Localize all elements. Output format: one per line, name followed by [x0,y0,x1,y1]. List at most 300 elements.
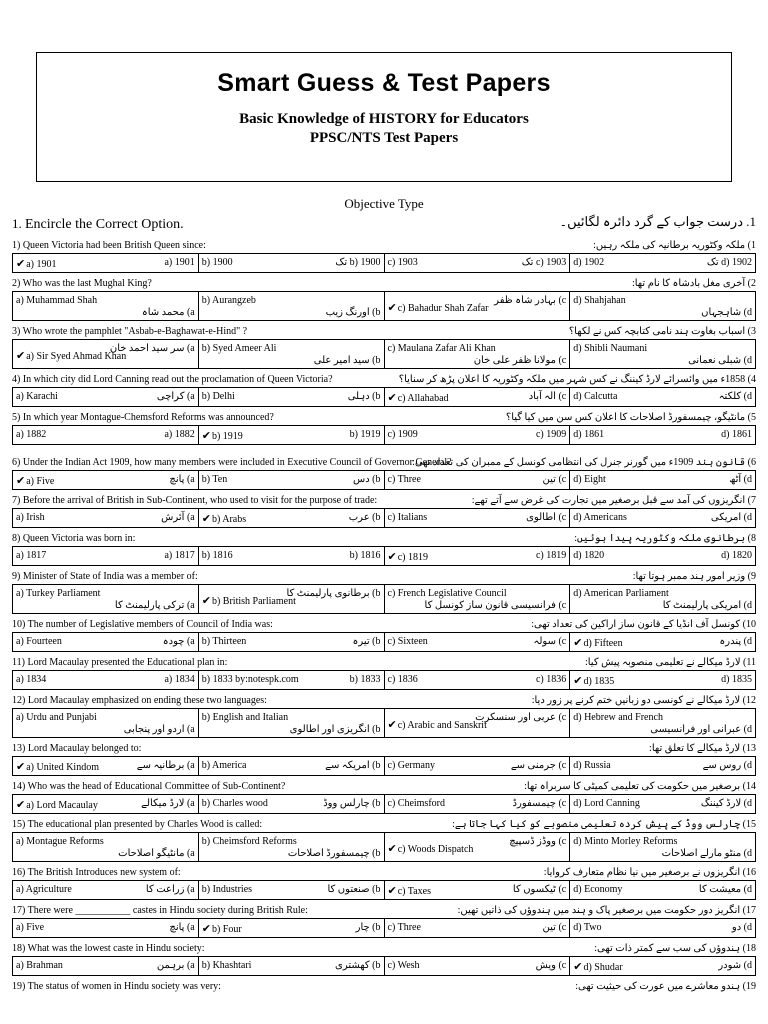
option-text-en [202,594,296,607]
option-label-en: d) Calcutta [573,391,618,402]
option-label-ur: d) شبلی نعمانی [688,355,752,366]
question-text-en: 18) What was the lowest caste in Hindu society: [12,943,205,954]
option-d[interactable] [570,547,755,565]
option-a[interactable] [13,471,199,489]
question-8 [12,531,756,566]
question-text-row [12,779,756,794]
question-text-ur: 10) کونسل آف انڈیا کے قانون ساز اراکین کی تعداد تھی: [531,619,756,630]
question-text-row [12,979,756,994]
option-text-en [202,257,233,268]
option-a[interactable] [13,709,199,737]
option-label-en: d) Shudar [583,962,623,973]
question-12 [12,693,756,738]
option-label-en: c) 1836 [387,674,418,685]
option-label-en: a) 1901 [26,259,57,270]
option-a[interactable] [13,757,199,775]
option-label-en: a) Turkey Parliament [16,588,101,599]
question-text-ur: 3) اسباب بغاوت ہند نامی کتابچہ کس نے لکھا؟ [568,326,756,337]
option-label-ur: d) کلکتہ [718,391,752,402]
option-label-ur: a) پانچ [169,922,195,933]
option-label-ur: a) 1817 [164,550,195,561]
option-label-ur: b) چار [355,922,381,933]
option-label-ur: b) 1833 [349,674,381,685]
question-text-en: 6) Under the Indian Act 1909, how many members were included in Executive Council of Governor General? [12,457,452,468]
option-label-ur: d) امریکی پارلیمنٹ کا [662,600,752,611]
option-text-en [388,257,418,268]
option-label-ur: d) دو [731,922,752,933]
option-text-en [388,512,428,523]
option-b[interactable] [199,795,385,813]
option-label-en: d) 1861 [573,429,605,440]
option-c[interactable] [385,547,571,565]
question-19 [12,979,756,994]
option-d[interactable] [570,709,755,737]
option-label-en: d) 1820 [573,550,605,561]
option-label-ur: a) مانٹیگو اصلاحات [118,848,195,859]
option-label-ur: b) تیرہ [352,636,381,647]
option-label-ur: c) ووڈز ڈسپیچ [509,836,567,847]
option-text-en [388,588,507,599]
option-a[interactable] [13,292,199,320]
option-a[interactable] [13,795,199,813]
option-label-ur: a) کراچی [156,391,195,402]
option-c[interactable] [385,388,571,406]
option-b[interactable] [199,254,385,272]
option-b[interactable] [199,833,385,861]
option-label-en: d) Minto Morley Reforms [573,836,678,847]
option-label-en: c) 1909 [387,429,418,440]
option-label-ur: c) 1909 [535,429,567,440]
option-label-en: b) Khashtari [201,960,252,971]
question-text-row [12,817,756,832]
option-c[interactable] [385,957,571,975]
option-text-en [16,550,46,561]
option-label-en: a) Five [16,922,45,933]
option-label-ur: a) لارڈ میکالے [141,798,195,809]
option-d[interactable] [570,919,755,937]
option-label-en: c) Three [387,922,421,933]
option-text-en [16,391,58,402]
option-d[interactable] [570,340,755,368]
question-text-en: 13) Lord Macaulay belonged to: [12,743,142,754]
option-b[interactable] [199,881,385,899]
option-label-en: b) 1816 [201,550,233,561]
option-text-en [573,343,647,354]
option-label-en: d) American Parliament [573,588,669,599]
option-d[interactable] [570,426,755,444]
option-b[interactable] [199,671,385,689]
option-label-ur: b) 1900 تک [335,257,381,268]
option-label-en: d) Shibli Naumani [573,343,648,354]
option-text-en [388,884,432,897]
option-c[interactable] [385,881,571,899]
options-row [12,880,756,900]
option-text-en [16,922,44,933]
option-b[interactable] [199,547,385,565]
option-d[interactable] [570,585,755,613]
option-d[interactable] [570,757,755,775]
option-a[interactable] [13,509,199,527]
option-text-en [388,798,446,809]
question-text-row [12,324,756,339]
question-text-en: 14) Who was the head of Educational Committee of Sub-Continent? [12,781,286,792]
option-label-ur: d) 1820 [721,550,752,561]
question-2 [12,276,756,321]
option-text-en [16,512,45,523]
option-c[interactable] [385,757,571,775]
option-label-en: b) Industries [201,884,253,895]
option-text-en [202,960,252,971]
option-label-ur: a) آئرش [161,512,195,523]
question-3 [12,324,756,369]
check-mark-icon: ✔ [16,475,26,487]
check-mark-icon: ✔ [16,799,26,811]
question-text-ur: 8) برطانوی ملکہ وکٹوریہ پیدا ہوئیں: [574,533,756,544]
option-text-en [16,960,63,971]
question-text-en: 4) In which city did Lord Canning read out the proclamation of Queen Victoria? [12,374,333,385]
option-label-ur: b) چیمسفورڈ اصلاحات [287,848,381,859]
option-c[interactable] [385,671,571,689]
option-label-ur: c) چیمسفورڈ [512,798,567,809]
question-text-row [12,617,756,632]
option-label-en: b) Aurangzeb [201,295,256,306]
option-label-en: c) Cheimsford [387,798,445,809]
option-label-en: a) United Kindom [26,762,99,773]
options-row [12,918,756,938]
option-c[interactable] [385,833,571,861]
option-text-en [16,636,62,647]
option-label-en: a) Muhammad Shah [16,295,98,306]
options-row [12,670,756,690]
option-c[interactable] [385,254,571,272]
option-label-en: d) 1835 [583,676,615,687]
check-mark-icon: ✔ [16,761,26,773]
option-a[interactable] [13,919,199,937]
question-text-row [12,693,756,708]
options-row [12,632,756,652]
option-label-en: c) Wesh [387,960,420,971]
question-text-ur: 19) ہندو معاشرے میں عورت کی حیثیت تھی: [575,981,756,992]
question-text-ur: 11) لارڈ میکالے نے تعلیمی منصوبہ پیش کیا: [584,657,756,668]
option-text-en [573,550,604,561]
option-text-en [202,636,247,647]
option-c[interactable] [385,919,571,937]
document-subtitle-1: Basic Knowledge of HISTORY for Educators [239,111,529,127]
option-label-ur: b) چارلس ووڈ [323,798,381,809]
option-label-en: d) Russia [573,760,611,771]
option-c[interactable] [385,340,571,368]
question-10 [12,617,756,652]
option-b[interactable] [199,957,385,975]
question-13 [12,741,756,776]
option-d[interactable] [570,881,755,899]
option-label-en: a) Brahman [16,960,63,971]
option-d[interactable] [570,957,755,975]
option-label-en: a) 1834 [16,674,47,685]
question-text-row [12,741,756,756]
question-text-row [12,493,756,508]
option-text-en [388,760,435,771]
option-b[interactable] [199,340,385,368]
option-label-ur: c) بہادر شاہ ظفر [494,295,567,306]
question-text-en: 15) The educational plan presented by Charles Wood is called: [12,819,263,830]
option-text-en [202,474,228,485]
option-c[interactable] [385,633,571,651]
option-c[interactable] [385,471,571,489]
option-label-en: a) Five [26,476,55,487]
option-label-en: d) Hebrew and French [573,712,663,723]
option-c[interactable] [385,292,571,320]
option-d[interactable] [570,388,755,406]
option-text-en [388,842,474,855]
option-text-en [16,798,98,811]
question-text-ur: 13) لارڈ میکالے کا تعلق تھا: [649,743,756,754]
option-text-en [202,391,235,402]
option-c[interactable] [385,585,571,613]
option-label-ur: c) تین [542,474,567,485]
option-a[interactable] [13,671,199,689]
question-18 [12,941,756,976]
check-mark-icon: ✔ [201,430,211,442]
option-text-en [202,343,277,354]
option-d[interactable] [570,671,755,689]
document-subtitle-2: PPSC/NTS Test Papers [309,130,459,146]
option-b[interactable] [199,292,385,320]
option-label-ur: b) دس [353,474,381,485]
option-label-en: b) Cheimsford Reforms [201,836,297,847]
option-label-en: a) Sir Syed Ahmad Khan [26,351,127,362]
check-mark-icon: ✔ [573,637,583,649]
option-label-ur: a) برہمن [156,960,195,971]
option-text-en [388,391,449,404]
question-text-en: 8) Queen Victoria was born in: [12,533,136,544]
option-label-en: a) Montague Reforms [16,836,104,847]
instruction-en [12,216,184,233]
option-b[interactable] [199,388,385,406]
option-label-ur: a) زراعت کا [145,884,195,895]
option-label-en: b) 1900 [201,257,233,268]
option-text-en [573,960,622,973]
option-text-en [573,295,626,306]
option-b[interactable] [199,919,385,937]
option-label-ur: b) دہلی [347,391,381,402]
option-label-ur: b) انگریزی اور اطالوی [289,724,381,735]
option-label-en: b) Thirteen [201,636,247,647]
option-label-en: c) Bahadur Shah Zafar [397,303,489,314]
option-text-en [573,760,611,771]
option-label-en: b) Syed Ameer Ali [201,343,277,354]
question-text-row [12,865,756,880]
option-label-en: c) Germany [387,760,435,771]
option-d[interactable] [570,633,755,651]
option-label-en: c) Allahabad [397,393,449,404]
option-label-en: b) Four [211,924,242,935]
check-mark-icon: ✔ [201,923,211,935]
option-text-en [202,922,242,935]
option-d[interactable] [570,509,755,527]
option-label-ur: a) اردو اور پنجابی [123,724,195,735]
option-label-ur: b) 1919 [349,429,381,440]
option-label-en: b) Ten [201,474,228,485]
option-label-ur: b) صنعتوں کا [327,884,381,895]
option-d[interactable] [570,833,755,861]
option-label-en: d) Shahjahan [573,295,626,306]
option-a[interactable] [13,585,199,613]
question-9 [12,569,756,614]
option-label-ur: d) 1861 [721,429,752,440]
check-mark-icon: ✔ [387,719,397,731]
option-text-en [202,884,252,895]
option-label-ur: a) چودہ [162,636,195,647]
question-text-en: 2) Who was the last Mughal King? [12,278,152,289]
check-mark-icon: ✔ [16,350,26,362]
question-text-en: 12) Lord Macaulay emphasized on ending these two languages: [12,695,267,706]
option-label-ur: c) جرمنی سے [510,760,567,771]
option-b[interactable] [199,709,385,737]
option-c[interactable] [385,795,571,813]
option-label-en: b) 1919 [211,431,243,442]
question-text-en: 9) Minister of State of India was a member of: [12,571,198,582]
option-text-en [388,718,487,731]
option-label-en: a) Irish [16,512,45,523]
option-a[interactable] [13,254,199,272]
check-mark-icon: ✔ [201,595,211,607]
question-16 [12,865,756,900]
option-text-en [573,636,622,649]
check-mark-icon: ✔ [387,885,397,897]
option-label-en: a) Karachi [16,391,58,402]
option-label-en: b) America [201,760,247,771]
option-label-ur: b) سید امیر علی [313,355,381,366]
question-text-ur: 14) برصغیر میں حکومت کی تعلیمی کمیٹی کا سربراہ تھا: [524,781,756,792]
question-text-row [12,903,756,918]
option-a[interactable] [13,426,199,444]
option-c[interactable] [385,426,571,444]
options-row [12,339,756,369]
option-label-ur: c) الہ آباد [528,391,567,402]
option-label-ur: d) شاہجہاں [701,307,752,318]
option-text-en [573,588,669,599]
option-text-en [202,512,246,525]
option-d[interactable] [570,471,755,489]
option-c[interactable] [385,709,571,737]
question-5 [12,410,756,445]
option-text-en [573,391,617,402]
option-label-ur: d) 1902 تک [706,257,752,268]
option-text-en [573,429,604,440]
question-text-ur: 9) وزیر امور ہند ممبر ہوتا تھا: [632,571,756,582]
options-row [12,794,756,814]
option-d[interactable] [570,292,755,320]
option-a[interactable] [13,388,199,406]
option-label-ur: a) 1834 [164,674,195,685]
option-c[interactable] [385,509,571,527]
question-text-en: 1) Queen Victoria had been British Queen since: [12,240,206,251]
option-label-ur: c) 1819 [535,550,567,561]
option-label-en: c) 1819 [397,552,428,563]
option-text-en [573,712,663,723]
option-label-ur: b) اورنگ زیب [325,307,381,318]
question-11 [12,655,756,690]
option-text-en [16,474,54,487]
question-text-ur: 4) 1858ء میں وائسرائے لارڈ کیننگ نے کس شہر میں ملکہ وکٹوریہ کا اعلان پڑھ کر سنایا؟ [398,374,756,385]
options-row [12,387,756,407]
question-text-ur: 6) قانون ہند 1909ء میں گورنر جنرل کی انتظامی کونسل کے ممبران کی تعداد تھی: [412,457,756,468]
option-a[interactable] [13,833,199,861]
option-a[interactable] [13,340,199,368]
option-label-ur: b) عرب [348,512,381,523]
question-text-row [12,238,756,253]
option-b[interactable] [199,509,385,527]
option-a[interactable] [13,547,199,565]
option-label-en: d) Eight [573,474,606,485]
check-mark-icon: ✔ [387,302,397,314]
option-text-en [573,257,604,268]
header-box [36,52,732,182]
option-b[interactable] [199,585,385,613]
option-label-ur: d) امریکی [710,512,752,523]
option-label-en: c) Sixteen [387,636,428,647]
option-label-en: b) Delhi [201,391,235,402]
check-mark-icon: ✔ [573,675,583,687]
option-text-en [388,474,421,485]
section-title: Objective Type [344,196,424,211]
option-b[interactable] [199,757,385,775]
option-text-en [573,884,622,895]
option-d[interactable] [570,795,755,813]
question-text-en: 11) Lord Macaulay presented the Educational plan in: [12,657,228,668]
option-a[interactable] [13,881,199,899]
option-a[interactable] [13,633,199,651]
option-b[interactable] [199,633,385,651]
option-label-en: a) Agriculture [16,884,72,895]
option-label-en: d) 1902 [573,257,605,268]
question-text-ur: 18) ہندوؤں کی سب سے کمتر ذات تھی: [594,943,756,954]
option-d[interactable] [570,254,755,272]
options-row [12,508,756,528]
question-text-en: 3) Who wrote the pamphlet "Asbab-e-Baghawat-e-Hind" ? [12,326,248,337]
question-text-en: 7) Before the arrival of British in Sub-Continent, who used to visit for the purpose of trade: [12,495,378,506]
option-text-en [388,550,429,563]
options-row [12,425,756,445]
option-label-ur: a) پانچ [169,474,195,485]
option-text-en [202,550,233,561]
option-text-en [202,798,268,809]
option-label-ur: a) 1901 [164,257,195,268]
option-text-en [388,960,420,971]
option-label-ur: d) آٹھ [729,474,752,485]
option-label-ur: c) تین [542,922,567,933]
options-row [12,253,756,273]
option-label-en: c) Taxes [397,886,431,897]
option-a[interactable] [13,957,199,975]
option-b[interactable] [199,471,385,489]
question-text-en: 5) In which year Montague-Chemsford Reforms was announced? [12,412,274,423]
option-b[interactable] [199,426,385,444]
option-label-en: d) Fifteen [583,638,623,649]
check-mark-icon: ✔ [387,392,397,404]
options-row [12,708,756,738]
option-text-en [16,429,46,440]
question-text-en: 16) The British Introduces new system of: [12,867,181,878]
option-label-en: a) 1817 [16,550,47,561]
option-label-ur: a) برطانیہ سے [136,760,195,771]
check-mark-icon: ✔ [387,843,397,855]
options-row [12,470,756,490]
option-text-en [16,836,104,847]
question-text-ur: 5) مانٹیگو، چیمسفورڈ اصلاحات کا اعلان کس سن میں کیا گیا؟ [505,412,756,423]
question-1 [12,238,756,273]
